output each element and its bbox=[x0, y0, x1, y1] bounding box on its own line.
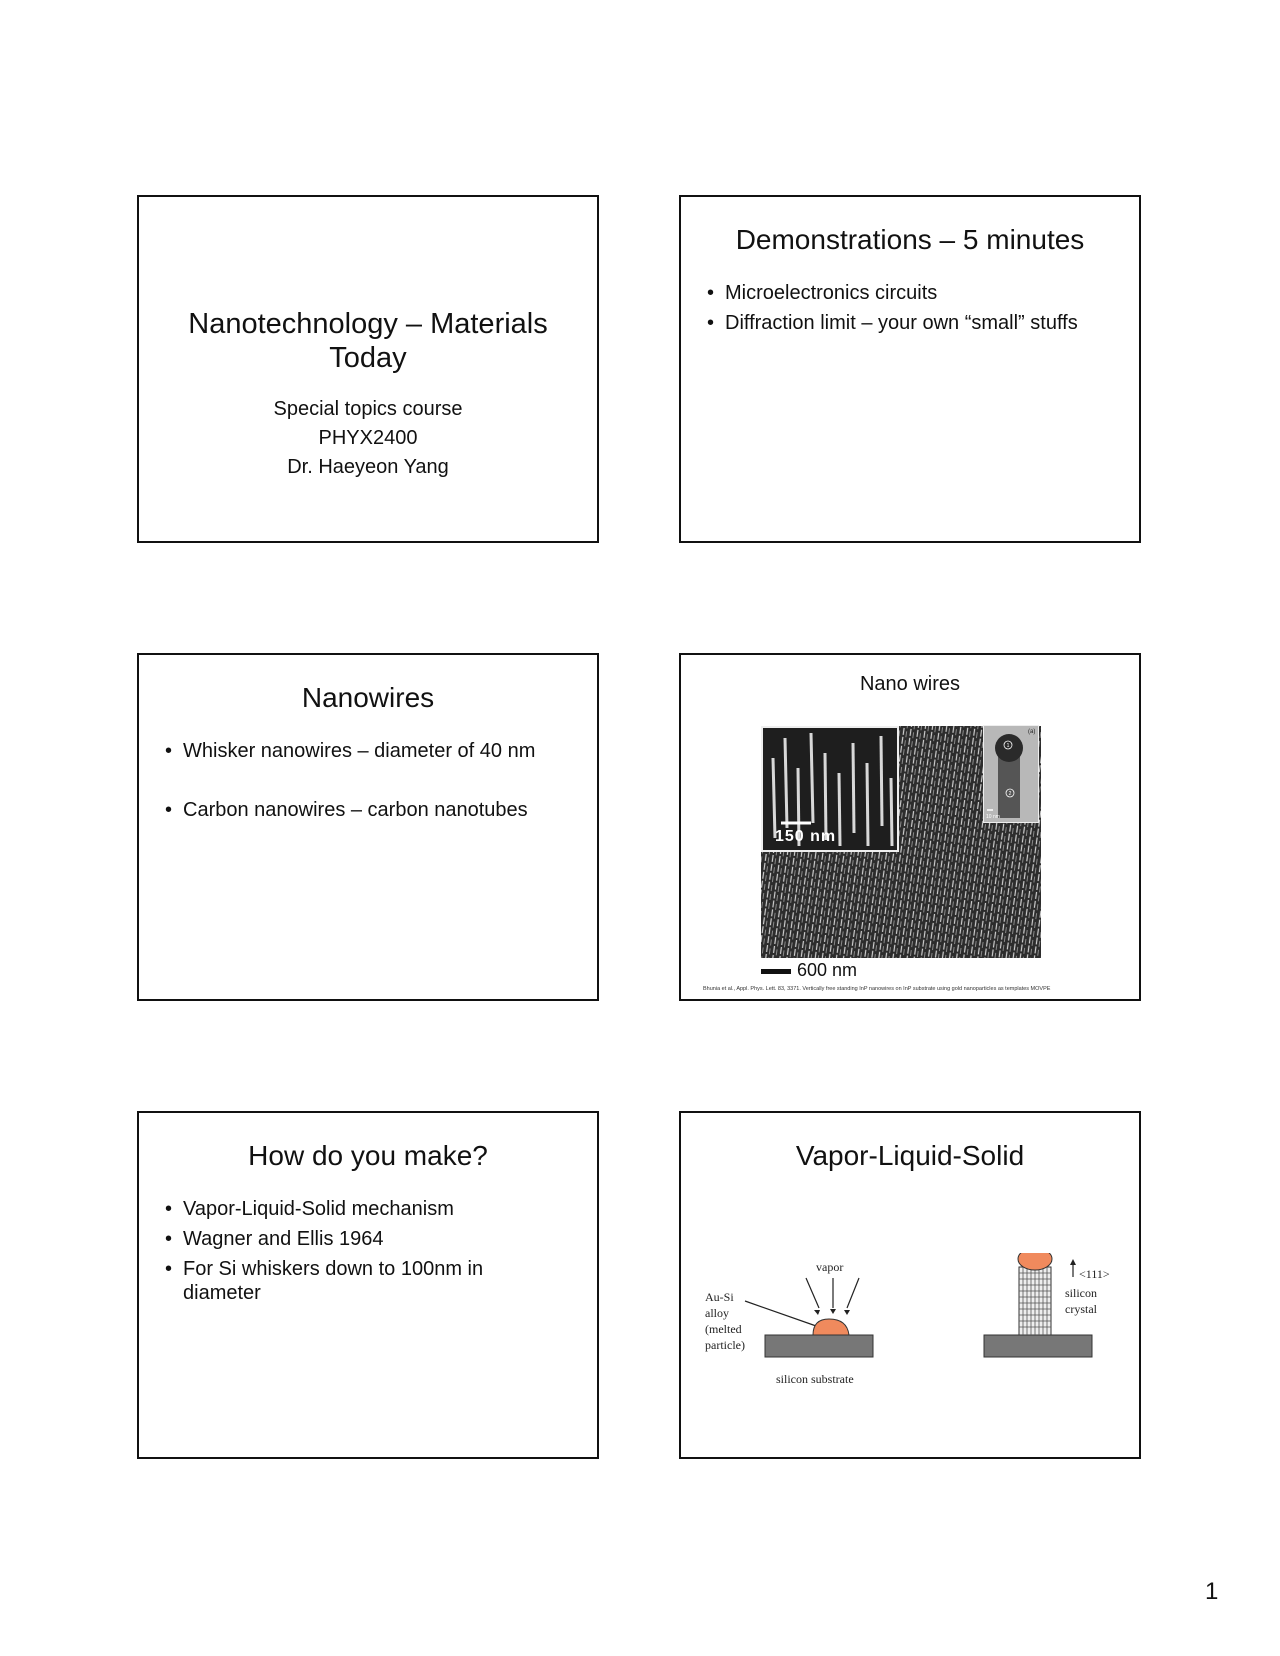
scale-bar bbox=[761, 969, 791, 974]
main-scale-bar bbox=[761, 960, 857, 981]
bullet-item: • Whisker nanowires – diameter of 40 nm bbox=[165, 739, 577, 763]
silicon-substrate-left bbox=[765, 1335, 873, 1357]
slide-5 bbox=[137, 1111, 599, 1459]
alloy-label-line: Au-Si bbox=[705, 1290, 734, 1304]
silicon-substrate-right bbox=[984, 1335, 1092, 1357]
slide-title: Demonstrations – 5 minutes bbox=[735, 224, 1085, 255]
scale-label: 600 nm bbox=[797, 960, 858, 980]
bullet-item: • For Si whiskers down to 100nm in diameter bbox=[165, 1257, 577, 1305]
slide-6 bbox=[679, 1111, 1141, 1459]
slide-4 bbox=[679, 653, 1141, 1001]
citation-text: Bhunia et al., Appl. Phys. Lett. 83, 3371. Vertically free standing InP nanowires on InP substrate using gold nanoparticles as templates MOVPE bbox=[703, 986, 1051, 992]
vls-mechanism-diagram bbox=[701, 1253, 1121, 1393]
melted-particle bbox=[813, 1319, 849, 1335]
sem-inset-closeup bbox=[761, 726, 899, 852]
bullet-item: • Wagner and Ellis 1964 bbox=[165, 1227, 577, 1251]
nanowire-tip-graphic bbox=[984, 726, 1038, 822]
bullet-item: • Vapor-Liquid-Solid mechanism bbox=[165, 1197, 577, 1221]
crystal-label-line: crystal bbox=[1065, 1302, 1097, 1316]
slide-1 bbox=[137, 195, 599, 543]
scale-label: 150 nm bbox=[775, 828, 837, 845]
scale-label: 10 nm bbox=[986, 814, 1000, 820]
slide-title: Nanowires bbox=[301, 682, 435, 713]
subtitle-line: Special topics course bbox=[273, 398, 463, 420]
bullet-list bbox=[165, 739, 577, 857]
substrate-label: silicon substrate bbox=[776, 1372, 854, 1386]
panel-label: (a) bbox=[1028, 729, 1036, 735]
marker-label: 2 bbox=[1008, 791, 1012, 797]
alloy-label-line: alloy bbox=[705, 1306, 729, 1320]
slide-title: Nanotechnology – Materials Today bbox=[188, 308, 548, 374]
bullet-item: • Carbon nanowires – carbon nanotubes bbox=[165, 798, 577, 822]
direction-label: <111> bbox=[1079, 1267, 1110, 1281]
slide-title: Nano wires bbox=[859, 673, 961, 695]
alloy-label-line: (melted bbox=[705, 1322, 742, 1336]
slide-title: Vapor-Liquid-Solid bbox=[795, 1140, 1025, 1171]
vapor-label: vapor bbox=[816, 1260, 844, 1274]
bullet-item: • Microelectronics circuits bbox=[707, 281, 1119, 305]
slide-3 bbox=[137, 653, 599, 1001]
subtitle-line: Dr. Haeyeon Yang bbox=[287, 456, 449, 478]
tem-inset-image bbox=[983, 725, 1039, 823]
bullet-list bbox=[707, 281, 1119, 341]
slide-subtitle bbox=[139, 395, 597, 482]
subtitle-line: PHYX2400 bbox=[318, 427, 418, 449]
alloy-label-line: particle) bbox=[705, 1338, 745, 1352]
crystal-label-line: silicon bbox=[1065, 1286, 1097, 1300]
bullet-list bbox=[165, 1197, 577, 1311]
bullet-item: • Diffraction limit – your own “small” stuffs bbox=[707, 311, 1119, 335]
marker-label: 1 bbox=[1006, 743, 1010, 749]
slide-2 bbox=[679, 195, 1141, 543]
page-number: 1 bbox=[1205, 1578, 1219, 1605]
slide-title: How do you make? bbox=[248, 1140, 488, 1171]
